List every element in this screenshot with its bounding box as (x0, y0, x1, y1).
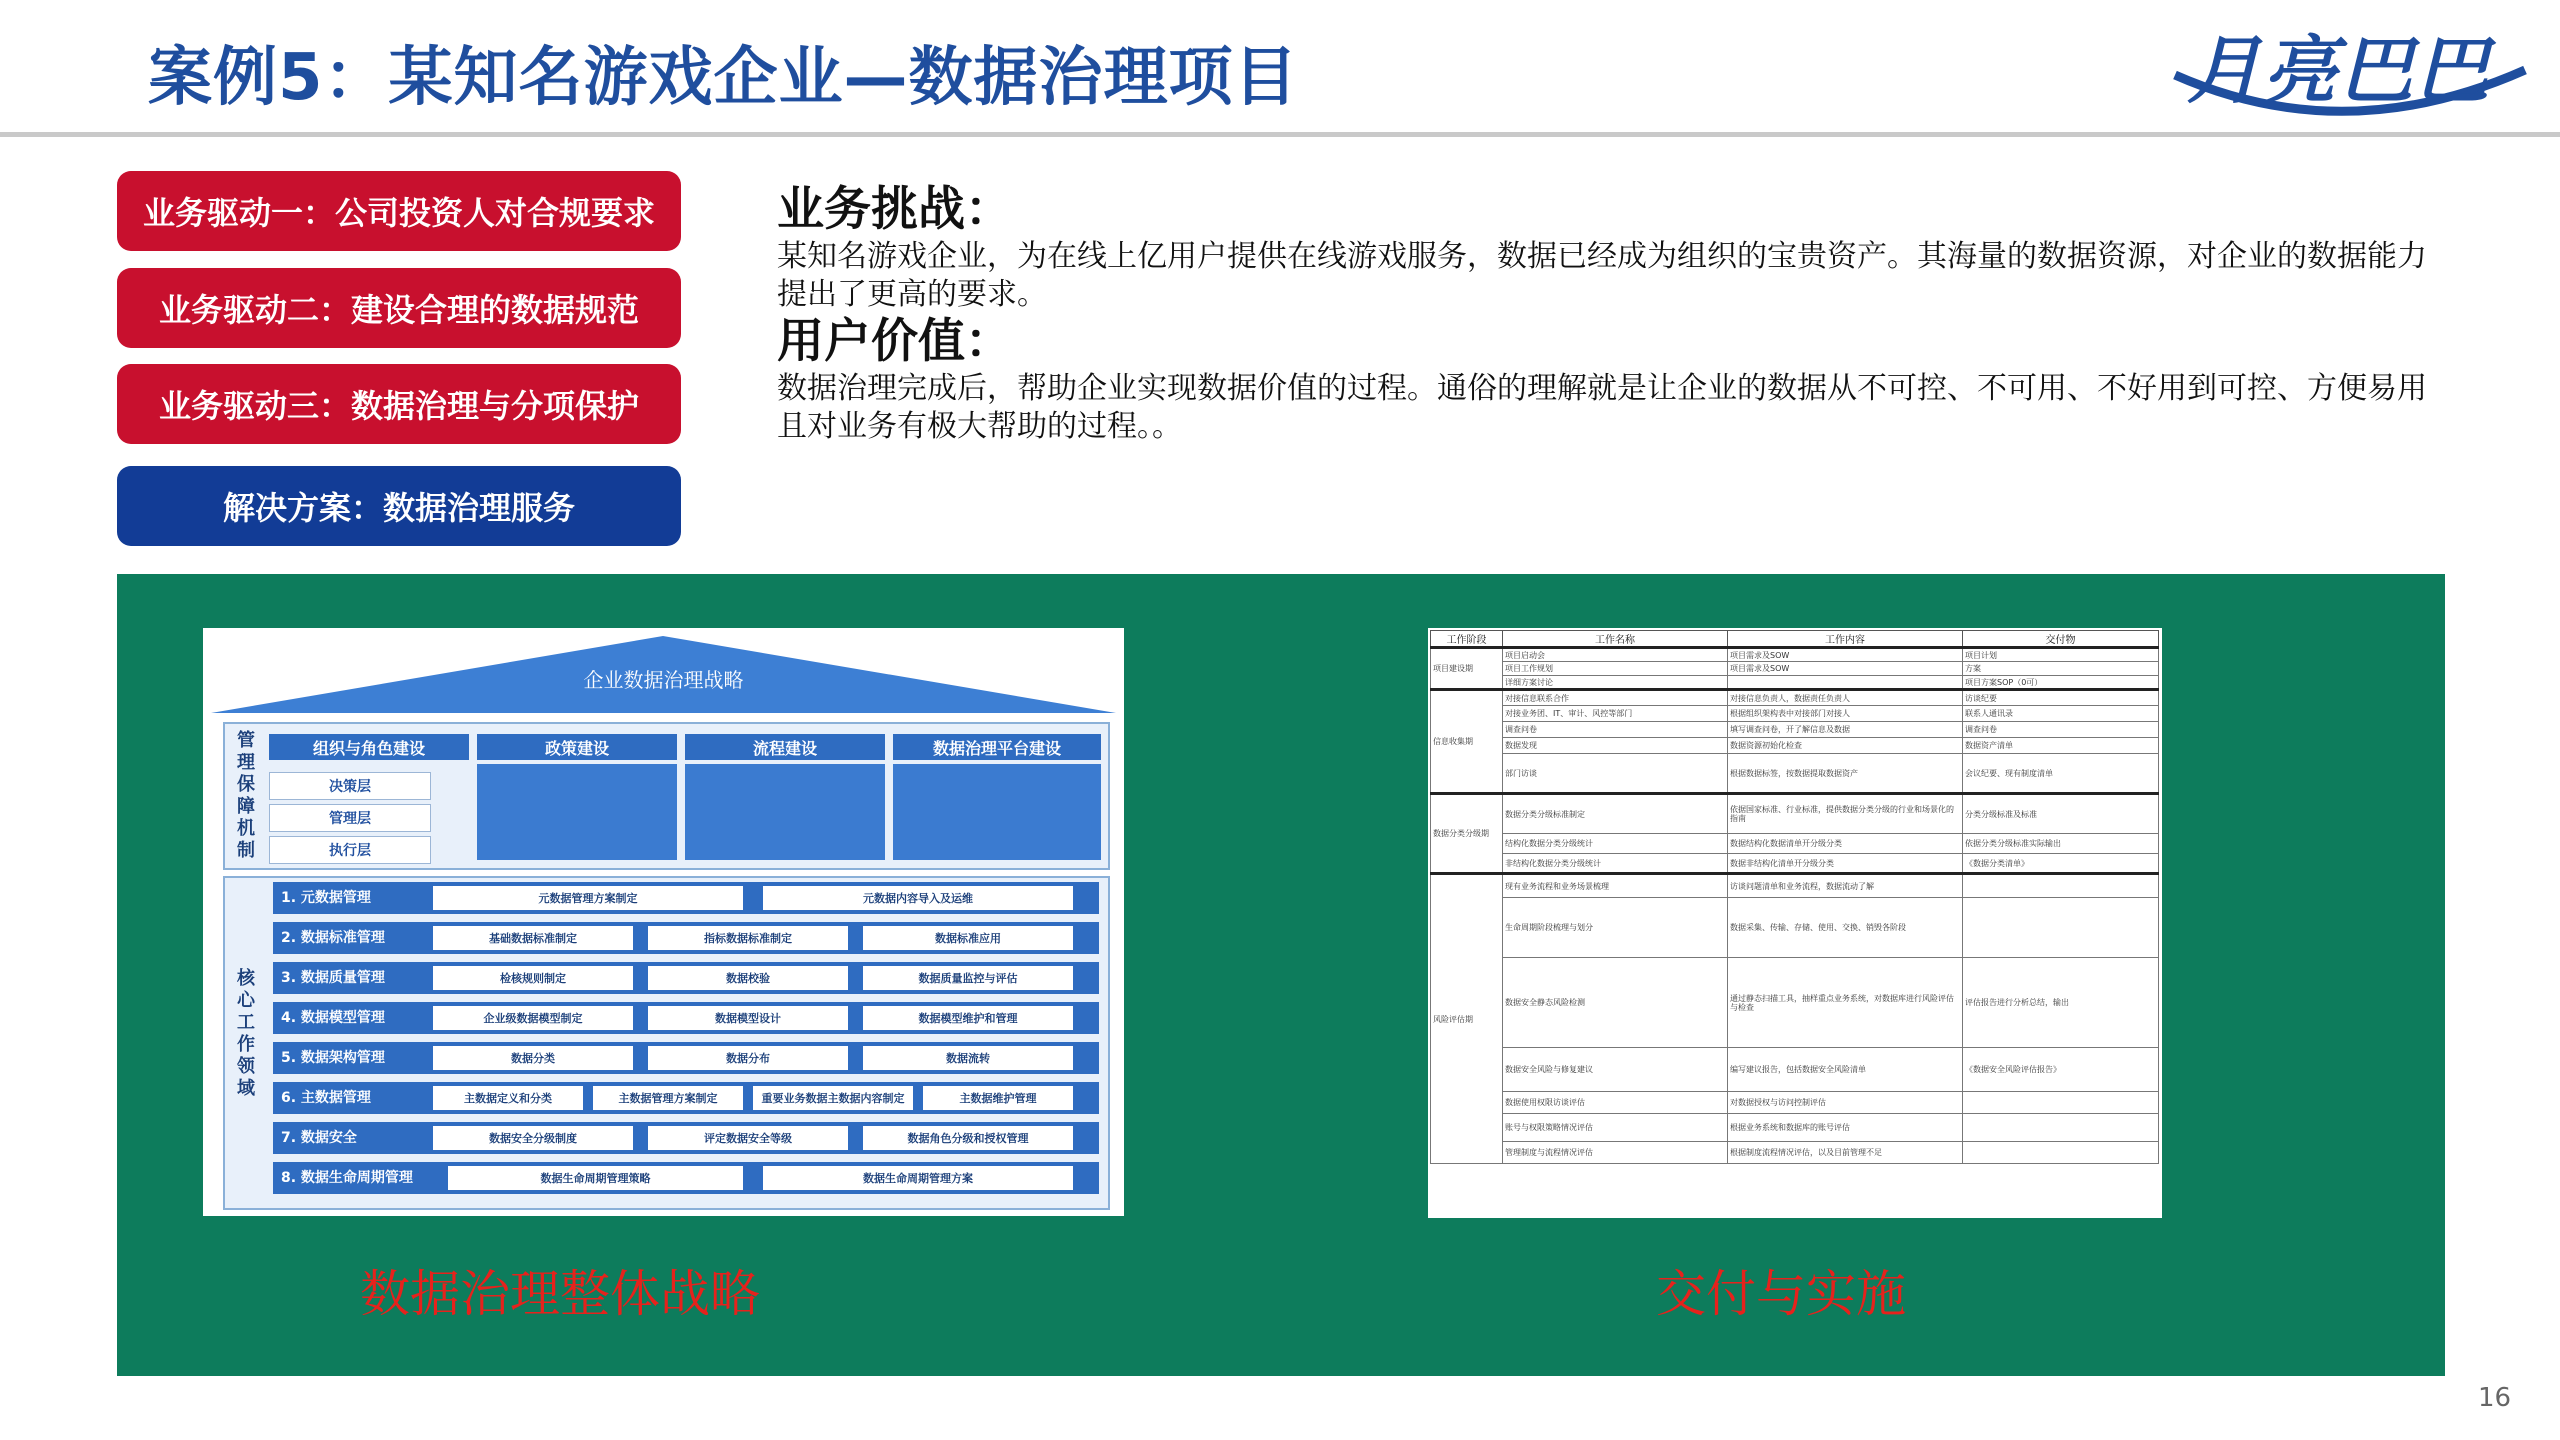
row-cell: 检核规则制定 (433, 966, 633, 990)
table-header: 工作内容 (1728, 631, 1963, 648)
row-cell: 数据标准应用 (863, 926, 1073, 950)
table-cell: 项目建设期 (1431, 648, 1503, 690)
table-cell: 项目工作规划 (1503, 662, 1728, 676)
table-cell: 对接信息联系合作 (1503, 690, 1728, 706)
table-cell: 项目需求及SOW (1728, 662, 1963, 676)
table-cell: 项目启动会 (1503, 648, 1728, 662)
table-row (1431, 854, 2159, 874)
table-cell: 对数据授权与访问控制评估 (1728, 1092, 1963, 1114)
column-header: 数据治理平台建设 (893, 734, 1101, 760)
table-cell: 对接信息负责人，数据责任负责人 (1728, 690, 1963, 706)
table-row (1431, 690, 2159, 706)
domain-row (273, 882, 1099, 914)
row-cell: 数据分布 (648, 1046, 848, 1070)
row-name: 1. 元数据管理 (281, 890, 371, 906)
table-cell (1963, 1092, 2159, 1114)
table-cell (1963, 898, 2159, 958)
delivery-table-image (1428, 628, 2162, 1218)
level-item: 执行层 (269, 836, 431, 864)
table-cell: 会议纪要、现有制度清单 (1963, 754, 2159, 794)
policy-column (477, 764, 677, 860)
table-cell: 项目需求及SOW (1728, 648, 1963, 662)
table-cell (1728, 676, 1963, 690)
row-cell: 企业级数据模型制定 (433, 1006, 633, 1030)
table-cell: 通过静态扫描工具，抽样重点业务系统，对数据库进行风险评估与检查 (1728, 958, 1963, 1048)
table-cell (1963, 1142, 2159, 1164)
logo-text: 月亮巴巴 (2187, 28, 2491, 114)
table-cell: 对接业务团、IT、审计、风控等部门 (1503, 706, 1728, 722)
company-logo (2165, 10, 2535, 125)
domain-row (273, 962, 1099, 994)
table-cell: 数据安全静态风险检测 (1503, 958, 1728, 1048)
column-header: 政策建设 (477, 734, 677, 760)
management-section (223, 722, 1110, 870)
row-name: 6. 主数据管理 (281, 1090, 371, 1106)
row-cell: 数据模型维护和管理 (863, 1006, 1073, 1030)
table-row (1431, 898, 2159, 958)
value-text: 数据治理完成后，帮助企业实现数据价值的过程。通俗的理解就是让企业的数据从不可控、不可用、不好用到可控、方便易用且对业务有极大帮助的过程。。 (777, 371, 2427, 444)
table-cell: 管理制度与流程情况评估 (1503, 1142, 1728, 1164)
domain-row (273, 1082, 1099, 1114)
table-cell: 访谈纪要 (1963, 690, 2159, 706)
table-row (1431, 1142, 2159, 1164)
row-cell: 数据模型设计 (648, 1006, 848, 1030)
driver-pill-1: 业务驱动一：公司投资人对合规要求 (117, 171, 681, 251)
core-label: 核心工作领域 (237, 968, 255, 1099)
table-cell: 根据制度流程情况评估，以及目前管理不足 (1728, 1142, 1963, 1164)
table-cell: 填写调查问卷，开了解信息及数据 (1728, 722, 1963, 738)
table-cell: 非结构化数据分类分级统计 (1503, 854, 1728, 874)
row-cell: 数据角色分级和授权管理 (863, 1126, 1073, 1150)
row-cell: 主数据定义和分类 (433, 1086, 583, 1110)
row-cell: 主数据管理方案制定 (593, 1086, 743, 1110)
row-name: 5. 数据架构管理 (281, 1050, 385, 1066)
header-divider (0, 132, 2560, 137)
row-cell: 基础数据标准制定 (433, 926, 633, 950)
table-cell: 根据组织架构表中对接部门对接人 (1728, 706, 1963, 722)
domain-row (273, 1042, 1099, 1074)
table-row (1431, 1114, 2159, 1142)
row-name: 2. 数据标准管理 (281, 930, 385, 946)
table-header: 工作名称 (1503, 631, 1728, 648)
table-row (1431, 648, 2159, 662)
process-column (685, 764, 885, 860)
platform-column (893, 764, 1101, 860)
table-row (1431, 958, 2159, 1048)
right-caption: 交付与实施 (1656, 1265, 1906, 1323)
roof-label: 企业数据治理战略 (583, 668, 744, 692)
table-row (1431, 794, 2159, 834)
domain-row (273, 1002, 1099, 1034)
level-item: 决策层 (269, 772, 431, 800)
row-cell: 数据质量监控与评估 (863, 966, 1073, 990)
table-cell: 依据国家标准、行业标准，提供数据分类分级的行业和场景化的指南 (1728, 794, 1963, 834)
row-cell: 数据生命周期管理策略 (448, 1166, 743, 1190)
table-cell: 详细方案讨论 (1503, 676, 1728, 690)
challenge-text: 某知名游戏企业，为在线上亿用户提供在线游戏服务，数据已经成为组织的宝贵资产。其海量的数据资源，对企业的数据能力提出了更高的要求。 (777, 239, 2427, 312)
table-cell: 《数据安全风险评估报告》 (1963, 1048, 2159, 1092)
table-cell: 项目计划 (1963, 648, 2159, 662)
domain-row (273, 922, 1099, 954)
row-cell: 主数据维护管理 (923, 1086, 1073, 1110)
table-row (1431, 874, 2159, 898)
table-cell: 项目方案SOP（0可） (1963, 676, 2159, 690)
table-cell: 编写建议报告，包括数据安全风险清单 (1728, 1048, 1963, 1092)
page-number: 16 (2478, 1383, 2512, 1413)
table-cell: 数据资源初始化检查 (1728, 738, 1963, 754)
core-section (223, 876, 1110, 1210)
table-cell: 调查问卷 (1963, 722, 2159, 738)
column-header: 组织与角色建设 (269, 734, 469, 760)
driver-pill-3: 业务驱动三：数据治理与分项保护 (117, 364, 681, 444)
table-cell: 风险评估期 (1431, 874, 1503, 1164)
row-name: 4. 数据模型管理 (281, 1010, 385, 1026)
table-cell: 数据采集、传输、存储、使用、交换、销毁各阶段 (1728, 898, 1963, 958)
domain-row (273, 1122, 1099, 1154)
row-name: 8. 数据生命周期管理 (281, 1170, 413, 1186)
table-cell: 访谈问题清单和业务流程，数据流动了解 (1728, 874, 1963, 898)
table-cell: 数据发现 (1503, 738, 1728, 754)
table-row (1431, 676, 2159, 690)
row-cell: 元数据管理方案制定 (433, 886, 743, 910)
level-item: 管理层 (269, 804, 431, 832)
row-cell: 重要业务数据主数据内容制定 (753, 1086, 913, 1110)
table-cell: 调查问卷 (1503, 722, 1728, 738)
table-cell: 《数据分类清单》 (1963, 854, 2159, 874)
table-row (1431, 706, 2159, 722)
table-row (1431, 834, 2159, 854)
info-block (777, 182, 2437, 446)
solution-pill: 解决方案：数据治理服务 (117, 466, 681, 546)
table-cell: 数据使用权限访谈评估 (1503, 1092, 1728, 1114)
value-title: 用户价值： (777, 314, 1012, 369)
table-cell (1963, 874, 2159, 898)
left-caption: 数据治理整体战略 (360, 1265, 760, 1323)
row-cell: 评定数据安全等级 (648, 1126, 848, 1150)
row-cell: 数据流转 (863, 1046, 1073, 1070)
table-cell: 分类分级标准及标准 (1963, 794, 2159, 834)
row-cell: 元数据内容导入及运维 (763, 886, 1073, 910)
strategy-diagram (203, 628, 1124, 1216)
table-cell: 生命周期阶段梳理与划分 (1503, 898, 1728, 958)
table-cell: 结构化数据分类分级统计 (1503, 834, 1728, 854)
table-cell: 信息收集期 (1431, 690, 1503, 794)
table-row (1431, 1048, 2159, 1092)
table-cell: 方案 (1963, 662, 2159, 676)
page-title: 案例5：某知名游戏企业—数据治理项目 (148, 41, 1299, 115)
table-cell: 数据结构化数据清单开分级分类 (1728, 834, 1963, 854)
row-name: 3. 数据质量管理 (281, 970, 385, 986)
table-header: 交付物 (1963, 631, 2159, 648)
table-cell: 联系人通讯录 (1963, 706, 2159, 722)
row-cell: 数据分类 (433, 1046, 633, 1070)
table-header: 工作阶段 (1431, 631, 1503, 648)
mgmt-label: 管理保障机制 (237, 730, 255, 861)
table-cell: 数据非结构化清单开分级分类 (1728, 854, 1963, 874)
table-cell (1963, 1114, 2159, 1142)
challenge-title: 业务挑战： (777, 182, 1012, 237)
table-cell: 评估报告进行分析总结，输出 (1963, 958, 2159, 1048)
domain-row (273, 1162, 1099, 1194)
table-cell: 根据业务系统和数据库的账号评估 (1728, 1114, 1963, 1142)
table-cell: 数据分类分级标准制定 (1503, 794, 1728, 834)
table-row (1431, 1092, 2159, 1114)
row-name: 7. 数据安全 (281, 1130, 357, 1146)
table-row (1431, 662, 2159, 676)
table-cell: 根据数据标签，按数据提取数据资产 (1728, 754, 1963, 794)
row-cell: 数据校验 (648, 966, 848, 990)
delivery-table (1430, 630, 2159, 1164)
table-cell: 数据分类分级期 (1431, 794, 1503, 874)
row-cell: 指标数据标准制定 (648, 926, 848, 950)
table-cell: 现有业务流程和业务场景梳理 (1503, 874, 1728, 898)
driver-pill-2: 业务驱动二：建设合理的数据规范 (117, 268, 681, 348)
table-cell: 依据分类分级标准实际输出 (1963, 834, 2159, 854)
table-row (1431, 738, 2159, 754)
table-row (1431, 722, 2159, 738)
row-cell: 数据安全分级制度 (433, 1126, 633, 1150)
column-header: 流程建设 (685, 734, 885, 760)
table-cell: 数据资产清单 (1963, 738, 2159, 754)
table-row (1431, 754, 2159, 794)
table-cell: 账号与权限策略情况评估 (1503, 1114, 1728, 1142)
table-cell: 数据安全风险与修复建议 (1503, 1048, 1728, 1092)
table-cell: 部门访谈 (1503, 754, 1728, 794)
row-cell: 数据生命周期管理方案 (763, 1166, 1073, 1190)
